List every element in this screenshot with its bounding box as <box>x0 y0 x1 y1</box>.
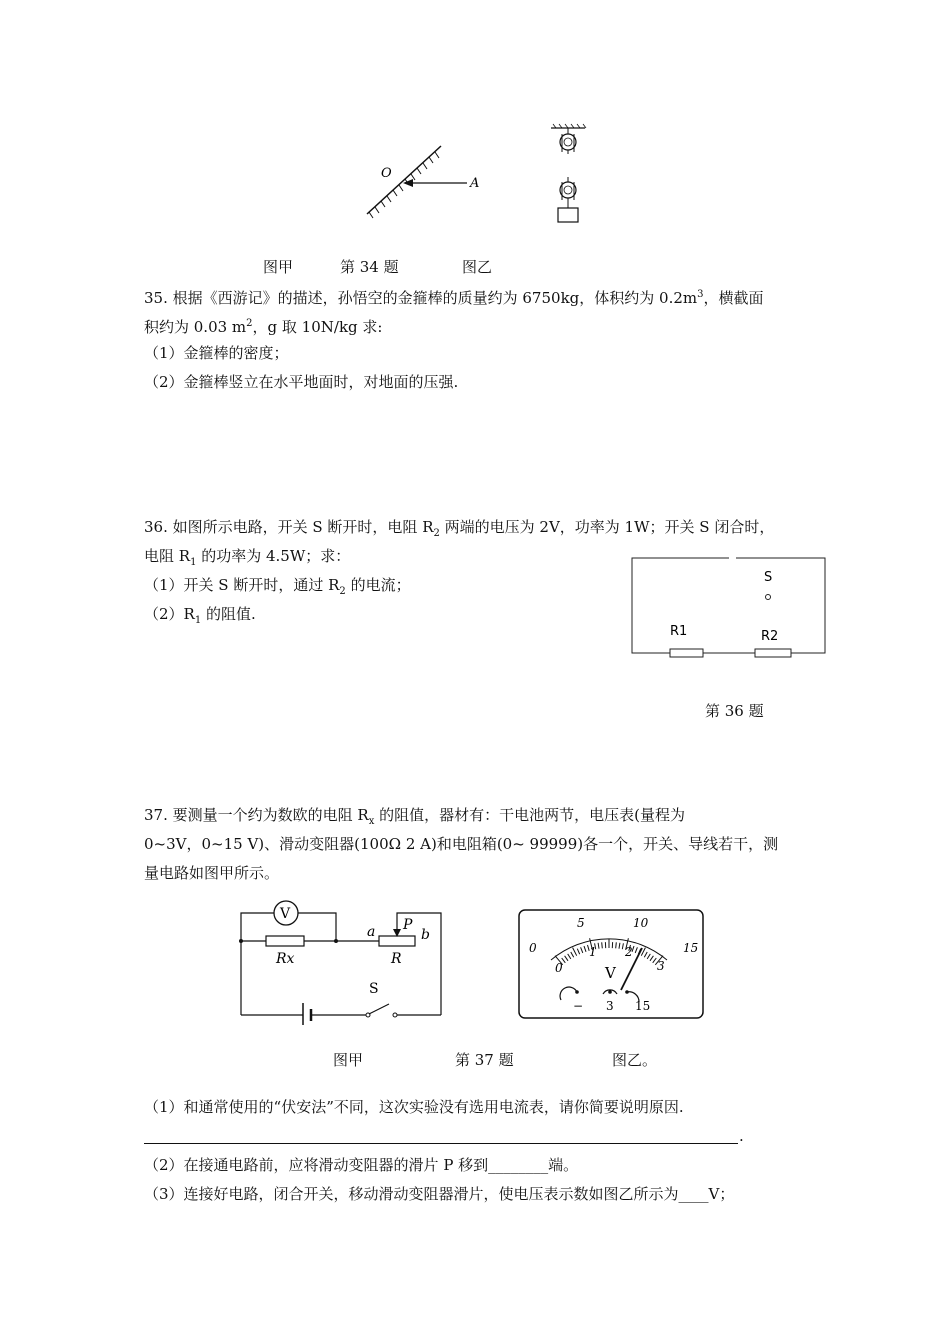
q34-caption-title: 第 34 题 <box>340 258 399 276</box>
meter-bottom-2: 2 <box>625 945 633 959</box>
q36-label-s: S <box>764 570 773 585</box>
meter-bottom-3: 3 <box>657 959 665 973</box>
q37-label-p: P <box>403 917 413 933</box>
q37-stem-line3: 量电路如图甲所示。 <box>144 864 280 882</box>
q35-part1: （1）金箍棒的密度； <box>144 344 289 362</box>
q37-label-r: R <box>391 951 402 967</box>
q37-stem-line1: 37. 要测量一个约为数欧的电阻 $R_x$ 的阻值，器材有：干电池两节，电压表(量程为 <box>144 806 685 827</box>
q36-caption: 第 36 题 <box>705 702 764 720</box>
q37-caption-yi: 图乙。 <box>612 1051 658 1069</box>
q37-caption-title: 第 37 题 <box>455 1051 514 1069</box>
q34-caption-yi: 图乙 <box>462 258 493 276</box>
q37-label-b: b <box>421 927 430 943</box>
q35-stem-line1: 35. 根据《西游记》的描述，孙悟空的金箍棒的质量约为 6750kg，体积约为 $0.2m^3$，横截面 <box>144 289 764 307</box>
label-o: O <box>381 166 392 181</box>
q36-label-r1: R1 <box>670 624 688 639</box>
q36-stem-line1: 36. 如图所示电路，开关 S 断开时，电阻 $R_2$ 两端的电压为 2V，功率为 1W；开关 S 闭合时， <box>144 518 775 539</box>
q37-part1-end: . <box>739 1127 744 1145</box>
meter-terminal-15: 15 <box>635 999 651 1013</box>
q36-part1: （1）开关 S 断开时，通过 $R_2$ 的电流； <box>144 576 411 597</box>
label-a: A <box>470 176 480 191</box>
q37-answer-blank-line <box>144 1143 738 1144</box>
q37-part3: （3）连接好电路，闭合开关，移动滑动变阻器滑片，使电压表示数如图乙所示为____V； <box>144 1185 735 1203</box>
meter-tick <box>616 942 617 948</box>
q37-part1: （1）和通常使用的“伏安法”不同，这次实验没有选用电流表，请你简要说明原因. <box>144 1098 684 1116</box>
q36-part2: $(2)R_1$ 的阻值. <box>144 605 256 626</box>
meter-terminal-3: 3 <box>606 999 614 1013</box>
meter-top-0: 0 <box>529 941 537 955</box>
q37-part2: （2）在接通电路前，应将滑动变阻器的滑片 P 移到________端。 <box>144 1156 579 1174</box>
q37-stem-line2: 0~3V，0~15 V)、滑动变阻器(100Ω 2 A)和电阻箱(0~ 99999)各一个，开关、导线若干，测 <box>144 835 779 853</box>
meter-tick <box>602 942 603 948</box>
q35-stem-line2: 积约为 0.03 $m^2$，g 取 10N/kg 求: <box>144 318 383 336</box>
meter-top-5: 5 <box>577 916 585 930</box>
q34-caption-jia: 图甲 <box>263 258 294 276</box>
meter-bottom-1: 1 <box>589 945 597 959</box>
q37-voltmeter-yi <box>517 908 705 1020</box>
q37-label-v: V <box>280 906 291 922</box>
meter-terminal-minus: − <box>573 999 584 1013</box>
q35-part2: （2）金箍棒竖立在水平地面时，对地面的压强. <box>144 373 459 391</box>
q37-label-s: S <box>369 981 379 997</box>
q36-stem-line2: 电阻 $R_1$ 的功率为 4.5W；求： <box>144 547 351 568</box>
q34-figure-yi <box>545 122 590 226</box>
q34-figure-jia <box>355 138 505 222</box>
meter-top-10: 10 <box>633 916 649 930</box>
q37-label-a: a <box>367 924 376 940</box>
meter-bottom-0: 0 <box>555 961 563 975</box>
q36-circuit <box>628 553 832 659</box>
q37-caption-jia: 图甲 <box>333 1051 364 1069</box>
meter-unit: V <box>605 964 616 982</box>
q37-label-rx: Rx <box>276 951 295 967</box>
q36-label-r2: R2 <box>761 629 779 644</box>
q37-circuit-jia <box>235 893 450 1025</box>
meter-top-15: 15 <box>683 941 699 955</box>
